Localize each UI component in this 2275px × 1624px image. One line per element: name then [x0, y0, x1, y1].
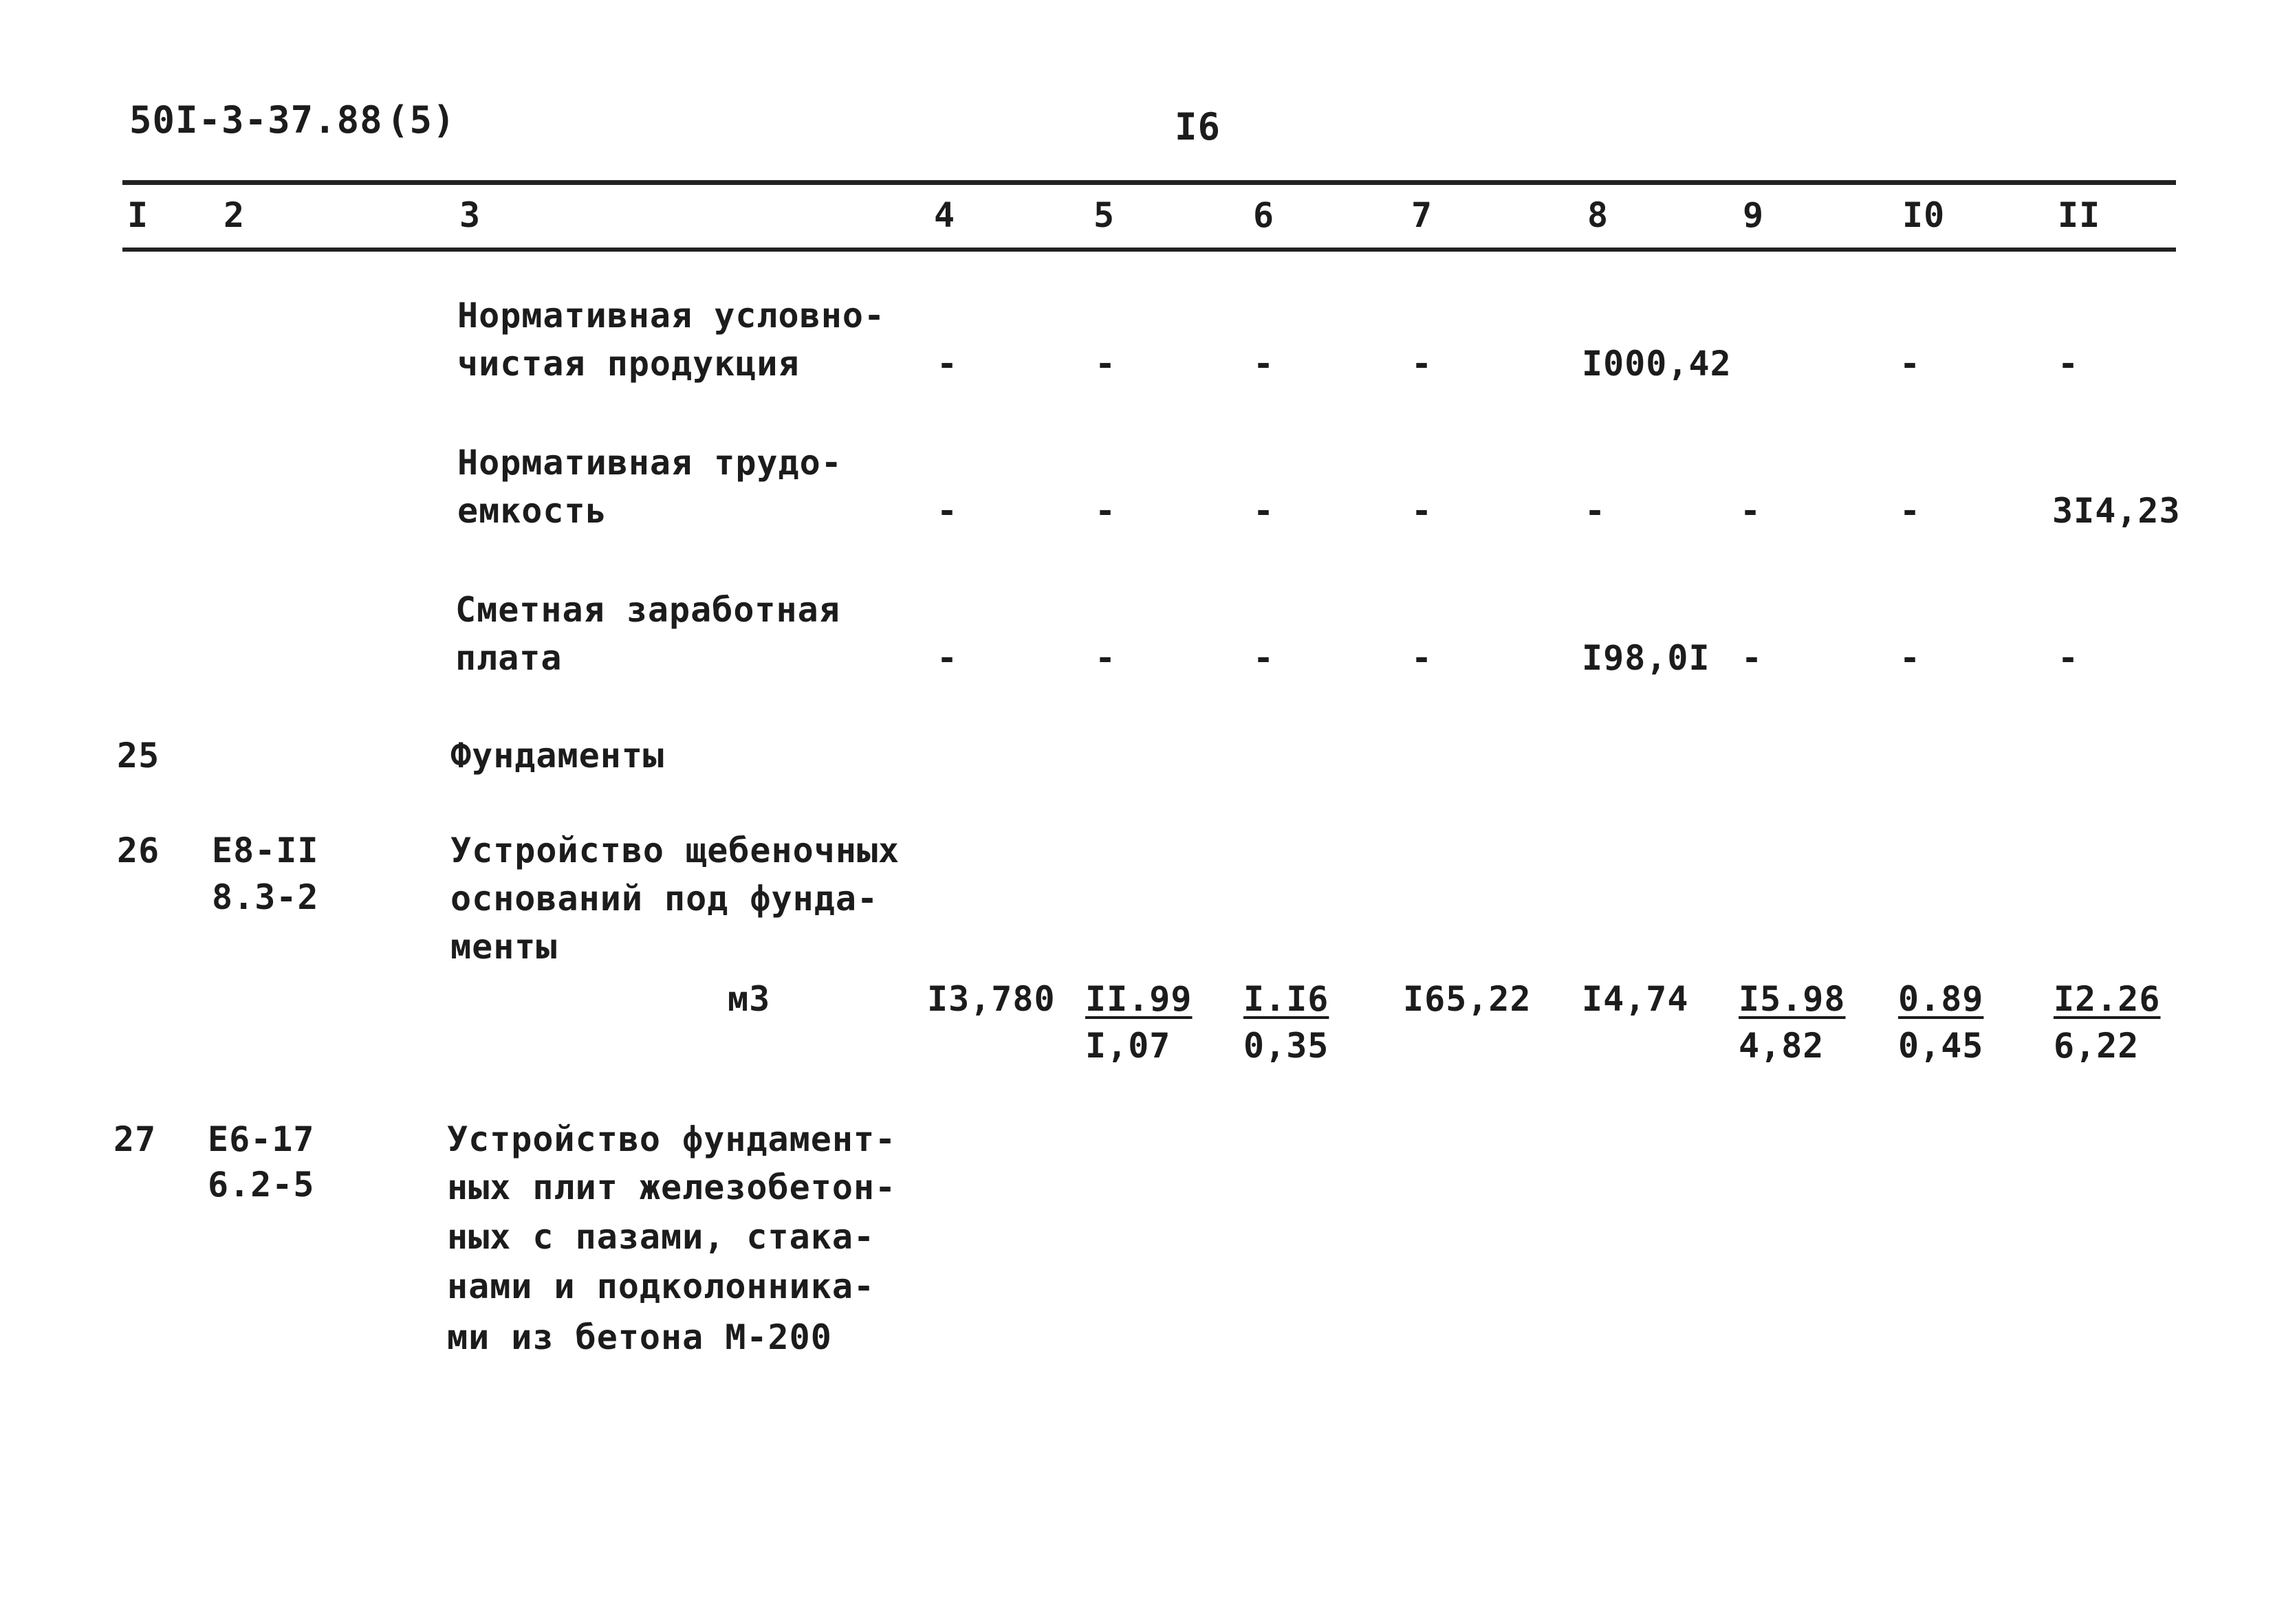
dash-cell: -: [1900, 344, 1922, 384]
norm-code: 8.3-2: [212, 877, 319, 917]
row-number: 27: [113, 1119, 157, 1159]
value-cell-col10-top: 0.89: [1898, 979, 1984, 1019]
norm-code: Е6-17: [208, 1119, 315, 1159]
row-label-line: Устройство фундамент-: [447, 1119, 897, 1159]
dash-cell: -: [1411, 638, 1433, 678]
row-label-line: менты: [450, 927, 558, 967]
value-cell-col9-bottom: 4,82: [1739, 1026, 1825, 1066]
row-label-line: нами и подколонника-: [447, 1266, 875, 1306]
row-label-line: емкость: [457, 491, 607, 531]
dash-cell: -: [1095, 491, 1117, 531]
row-label-line: оснований под фунда-: [450, 879, 879, 919]
row-label-line: Нормативная условно-: [457, 296, 886, 336]
dash-cell: -: [1411, 491, 1433, 531]
column-header-8: 8: [1587, 195, 1609, 235]
row-label-line: ных плит железобетон-: [447, 1167, 897, 1207]
value-cell-col6-top: I.I6: [1243, 979, 1329, 1019]
dash-cell: -: [937, 344, 959, 384]
dash-cell: -: [1095, 638, 1117, 678]
row-label-line: Устройство щебеночных: [450, 831, 900, 870]
value-cell-col5-top: II.99: [1085, 979, 1193, 1019]
dash-cell: -: [1253, 344, 1275, 384]
value-cell-col5-bottom: I,07: [1085, 1026, 1171, 1066]
row-number: 25: [117, 736, 160, 776]
dash-cell: -: [1095, 344, 1117, 384]
section-heading: Фундаменты: [450, 736, 665, 776]
value-cell-col7: I65,22: [1403, 979, 1532, 1019]
column-header-4: 4: [934, 195, 956, 235]
dash-cell: -: [1253, 491, 1275, 531]
dash-cell: -: [1900, 638, 1922, 678]
dash-cell: -: [937, 491, 959, 531]
value-cell-col8: I4,74: [1582, 979, 1689, 1019]
dash-cell: -: [2058, 344, 2080, 384]
dash-cell: -: [1253, 638, 1275, 678]
norm-code: 6.2-5: [208, 1165, 315, 1205]
value-cell-col6-bottom: 0,35: [1243, 1026, 1329, 1066]
dash-cell: -: [1741, 638, 1763, 678]
row-label-line: ных с пазами, стака-: [447, 1217, 875, 1257]
dash-cell: -: [1740, 491, 1762, 531]
row-number: 26: [117, 831, 160, 870]
value-cell-col11-top: I2.26: [2054, 979, 2161, 1019]
column-header-10: I0: [1902, 195, 1946, 235]
table-top-rule: [122, 180, 2176, 185]
page-number: I6: [1175, 105, 1221, 149]
unit-cell: м3: [728, 979, 771, 1019]
value-cell-col11: 3I4,23: [2052, 491, 2181, 531]
table-header-rule: [122, 248, 2176, 252]
row-label-line: Сметная заработная: [455, 590, 840, 630]
column-header-11: II: [2058, 195, 2101, 235]
value-cell-col8: I000,42: [1582, 344, 1732, 384]
value-cell-col8: I98,0I: [1582, 638, 1710, 678]
dash-cell: -: [937, 638, 959, 678]
value-cell-col10-bottom: 0,45: [1898, 1026, 1984, 1066]
dash-cell: -: [1900, 491, 1922, 531]
document-code: 50I-3-37.88: [129, 98, 383, 142]
column-header-9: 9: [1743, 195, 1765, 235]
column-header-6: 6: [1253, 195, 1275, 235]
document-part: (5): [387, 98, 456, 142]
row-label-line: Нормативная трудо-: [457, 443, 842, 483]
norm-code: Е8-II: [212, 831, 319, 870]
row-label-line: плата: [455, 638, 563, 678]
value-cell-col4: I3,780: [927, 979, 1056, 1019]
value-cell-col11-bottom: 6,22: [2054, 1026, 2140, 1066]
column-header-7: 7: [1411, 195, 1433, 235]
dash-cell: -: [2058, 638, 2080, 678]
dash-cell: -: [1411, 344, 1433, 384]
column-header-1: I: [127, 195, 149, 235]
row-label-line: ми из бетона М-200: [447, 1317, 832, 1357]
row-label-line: чистая продукция: [457, 344, 800, 384]
column-header-5: 5: [1093, 195, 1115, 235]
column-header-2: 2: [224, 195, 246, 235]
column-header-3: 3: [459, 195, 481, 235]
value-cell-col9-top: I5.98: [1739, 979, 1846, 1019]
dash-cell: -: [1585, 491, 1607, 531]
